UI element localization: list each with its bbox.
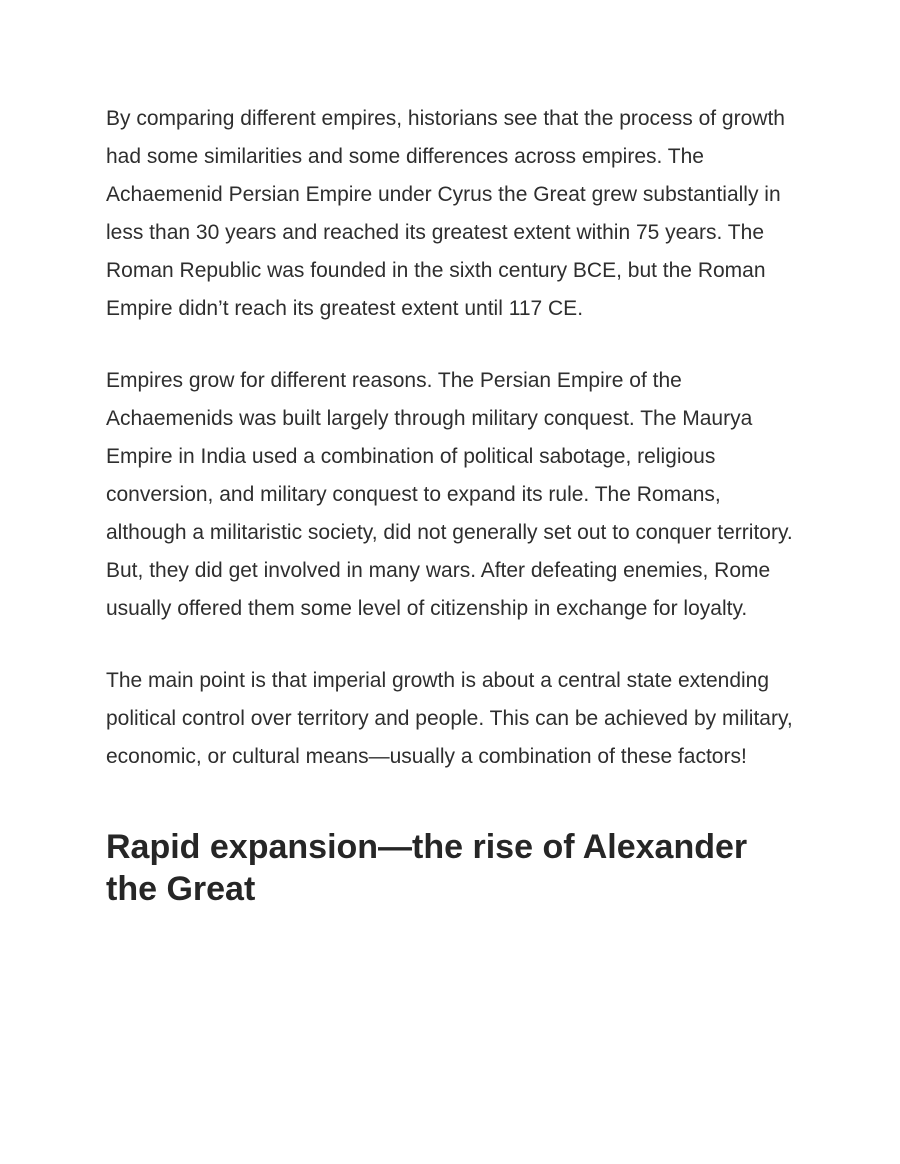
document-body (106, 100, 806, 910)
paragraph-reasons-for-growth: Empires grow for different reasons. The Persian Empire of the Achaemenids was built largely through military conquest. The Maurya Empire in India used a combination of political sabotage, religious conversion, and military conquest to expand its rule. The Romans, although a militaristic society, did not generally set out to conquer territory. But, they did get involved in many wars. After defeating enemies, Rome usually offered them some level of citizenship in exchange for loyalty. (106, 369, 793, 620)
paragraph-empire-comparison: By comparing different empires, historians see that the process of growth had some similarities and some differences across empires. The Achaemenid Persian Empire under Cyrus the Great grew substantially in less than 30 years and reached its greatest extent within 75 years. The Roman Republic was founded in the sixth century BCE, but the Roman Empire didn’t reach its greatest extent until 117 CE. (106, 107, 785, 320)
paragraph-main-point: The main point is that imperial growth is about a central state extending political control over territory and people. This can be achieved by military, economic, or cultural means—usually a combination of these factors! (106, 669, 793, 768)
section-heading: Rapid expansion—the rise of Alexander the Great (106, 828, 748, 908)
